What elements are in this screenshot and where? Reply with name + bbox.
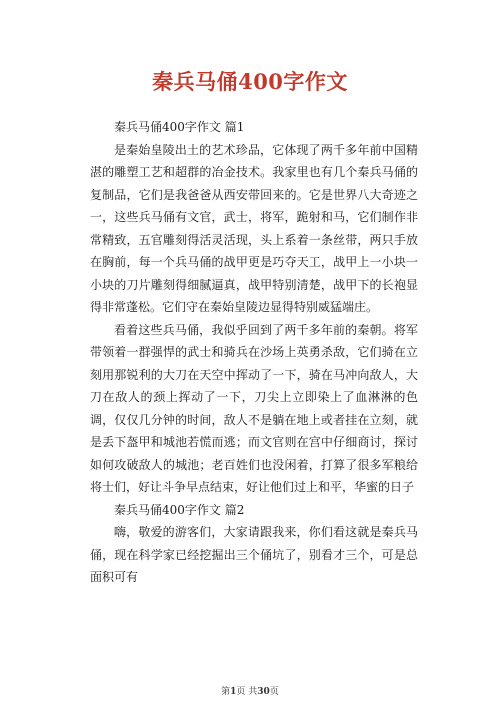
page-footer — [0, 684, 500, 697]
paragraph-2-1: 嗨，敬爱的游客们，大家请跟我来，你们看这就是秦兵马俑，现在科学家已经挖掘出三个俑坑了，别看才三个，可是总面积可有 — [90, 525, 418, 584]
footer-middle: 页 共 — [236, 687, 258, 697]
paragraph-1-1: 是秦始皇陵出土的艺术珍品，它体现了两千多年前中国精湛的雕塑工艺和超群的冶金技术。我家里也有几个秦兵马俑的复制品，它们是我爸爸从西安带回来的。它是世界八大奇迹之一，这些兵马俑有文官，武士，将军，跪射和马，它们制作非常精致，五官雕刻得活灵活现，头上系着一条丝带，两只手放在胸前，每一个兵马俑的战甲更是巧夺天工，战甲上一小块一小块的刀片雕刻得细腻逼真，战甲特别清楚，战甲下的长袍显得非常蓬松。它们守在秦始皇陵边显得特别威猛端庄。 — [90, 142, 418, 314]
footer-prefix: 第 — [221, 687, 231, 697]
footer-total-pages: 30 — [257, 687, 270, 697]
paragraph-1-2: 看着这些兵马俑，我似乎回到了两千多年前的秦朝。将军带领着一群强悍的武士和骑兵在沙场上英勇杀敌，它们骑在立刻用那锐利的大刀在天空中挥动了一下，骑在马冲向敌人，大刀在敌人的颈上挥动了一下，刀尖上立即染上了血淋淋的色调，仅仅几分钟的时间，敌人不是躺在地上或者挂在立刻，就是丢下盔甲和城池若慌而逃；而文官则在宫中仔细商讨，探讨如何攻破敌人的城池；老百姓们也没闲着，打算了很多军粮给将士们，好让斗争早点结束，好让他们过上和平，华蜜的日子 — [90, 322, 418, 494]
footer-suffix: 页 — [269, 687, 279, 697]
article-body — [90, 116, 418, 589]
footer-current-page: 1 — [230, 687, 237, 697]
section-heading-2: 秦兵马俑400字作文 篇2 — [114, 502, 245, 517]
page-title: 秦兵马俑400字作文 — [152, 69, 348, 94]
section-heading-1: 秦兵马俑400字作文 篇1 — [114, 120, 245, 134]
